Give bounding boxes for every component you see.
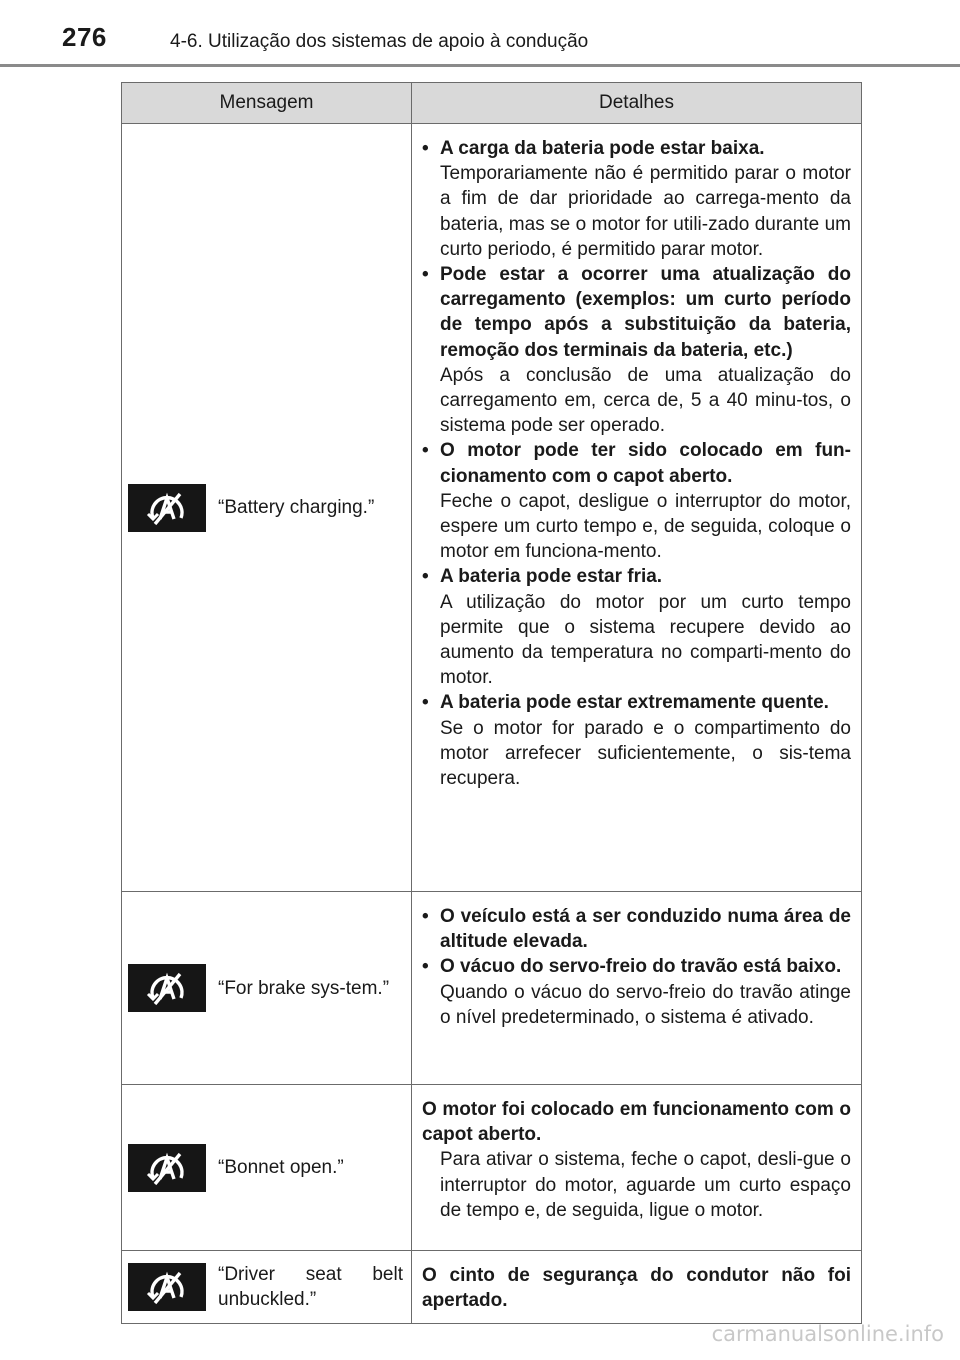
detail-body: Quando o vácuo do servo-freio do travão atinge o nível predeterminado, o sistema é ativado. [440,981,851,1028]
message-cell [122,1085,412,1251]
detail-heading: A carga da bateria pode estar baixa. [440,138,765,159]
details-cell [412,1085,862,1251]
message-cell [122,1251,412,1324]
table-row [122,124,862,892]
details-cell [412,1251,862,1324]
watermark: carmanualsonline.info [711,1322,944,1346]
stop-start-off-icon [128,1263,206,1311]
message-cell [122,892,412,1085]
detail-body: Após a conclusão de uma atualização do carregamento em, cerca de, 5 a 40 minu-tos, o sistema pode ser operado. [440,364,851,437]
stop-start-off-icon-graphic [145,1267,189,1307]
table-row [122,1251,862,1324]
header-rule [0,64,960,67]
message-cell [122,124,412,892]
detail-body: Se o motor for parado e o compartimento do motor arrefecer suficientemente, o sis-tema recupera. [440,717,851,790]
detail-heading: A bateria pode estar extremamente quente. [440,692,829,714]
table-header-row [122,83,862,124]
detail-body: Temporariamente não é permitido parar o motor a fim de dar prioridade ao carrega-mento da bateria, mas se o motor for utili-zado durante um curto periodo, é permitido parar motor. [440,163,851,260]
detail-body: Feche o capot, desligue o interruptor do motor, espere um curto tempo e, de seguida, coloque o motor em funciona-mento. [440,490,851,563]
message-text: “Battery charging.” [218,497,375,518]
detail-heading: O motor foi colocado em funcionamento com o capot aberto. [422,1099,851,1146]
detail-item: • A bateria pode estar extremamente quente. Se o motor for parado e o compartimento do motor arrefecer suficientemente, o sis-tema recupera. [422,690,851,791]
detail-body: A utilização do motor por um curto tempo permite que o sistema recupere devido ao aumento da temperatura no comparti-mento do motor. [440,591,851,689]
detail-item: • O motor pode ter sido colocado em fun-cionamento com o capot aberto. Feche o capot, desligue o interruptor do motor, espere um curto tempo e, de seguida, coloque o motor em funciona-mento. [422,438,851,564]
detail-item: • A bateria pode estar fria. A utilização do motor por um curto tempo permite que o sistema recupere devido ao aumento da temperatura no comparti-mento do motor. [422,564,851,690]
page-header [0,0,960,70]
detail-heading: O cinto de segurança do condutor não foi apertado. [422,1265,851,1312]
detail-item: • A carga da bateria pode estar baixa. Temporariamente não é permitido parar o motor a fim de dar prioridade ao carrega-mento da bateria, mas se o motor for utili-zado durante um curto periodo, é permitido parar motor. [422,136,851,262]
detail-body: Para ativar o sistema, feche o capot, desli-gue o interruptor do motor, aguarde um curto espaço de tempo e, de seguida, ligue o motor. [440,1149,851,1221]
section-title: 4-6. Utilização dos sistemas de apoio à condução [170,31,589,52]
details-cell [412,124,862,892]
stop-start-off-icon-graphic [145,488,189,528]
detail-item: • Pode estar a ocorrer uma atualização do carregamento (exemplos: um curto período de tempo após a substituição da bateria, remoção dos terminais da bateria, etc.) Após a conclusão de uma atualização do carregamento em, cerca de, 5 a 40 minu-tos, o sistema pode ser operado. [422,262,851,438]
message-text: “Driver seat belt unbuckled.” [218,1264,403,1311]
detail-item: • O veículo está a ser conduzido numa área de altitude elevada. [422,904,851,954]
stop-start-off-icon [128,484,206,532]
message-table [121,82,862,1324]
detail-heading: Pode estar a ocorrer uma atualização do carregamento (exemplos: um curto período de tempo após a substituição da bateria, remoção dos terminais da bateria, etc.) [440,264,851,361]
stop-start-off-icon-graphic [145,968,189,1008]
message-text: “For brake sys-tem.” [218,977,390,999]
column-header-details: Detalhes [412,83,862,124]
stop-start-off-icon [128,964,206,1012]
page-number: 276 [62,22,107,52]
details-cell [412,892,862,1085]
table-row [122,892,862,1085]
message-text: “Bonnet open.” [218,1157,344,1178]
stop-start-off-icon [128,1144,206,1192]
detail-heading: O veículo está a ser conduzido numa área de altitude elevada. [440,906,851,953]
detail-item: • O vácuo do servo-freio do travão está baixo. Quando o vácuo do servo-freio do travão atinge o nível predeterminado, o sistema é ativado. [422,954,851,1030]
table-row [122,1085,862,1251]
detail-heading: O vácuo do servo-freio do travão está baixo. [440,956,842,978]
column-header-message: Mensagem [122,83,412,124]
detail-heading: A bateria pode estar fria. [440,566,663,588]
detail-heading: O motor pode ter sido colocado em fun-cionamento com o capot aberto. [440,440,851,487]
stop-start-off-icon-graphic [145,1148,189,1188]
